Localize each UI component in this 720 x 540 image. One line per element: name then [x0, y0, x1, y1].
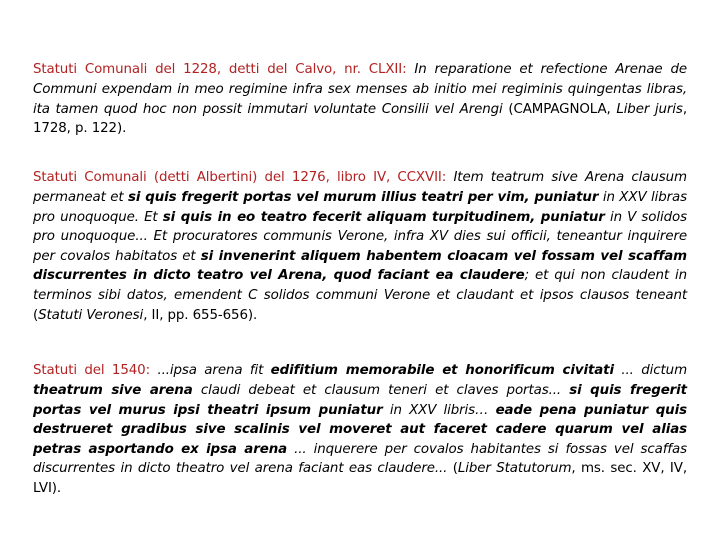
- latin-text: claudi debeat et clausum teneri et claves portas...: [192, 382, 570, 398]
- latin-emphasis: si quis fregerit portas vel murum illius teatri per vim, puniatur: [128, 189, 599, 205]
- citation: , ms. sec. XV, IV, LVI).: [33, 461, 687, 496]
- citation-title: Statuti Veronesi: [38, 307, 144, 323]
- latin-text: ... inquerere per covalos habitantes si fossas vel scaffas discurrentes in dicto theatro vel arena faciant eas claudere...: [33, 441, 687, 477]
- latin-emphasis: si quis fregerit portas vel murus ipsi theatri ipsum puniatur: [33, 382, 687, 418]
- citation: (CAMPAGNOLA,: [502, 101, 617, 117]
- latin-text: ... dictum: [613, 363, 688, 379]
- source-heading-1228: Statuti Comunali del 1228, detti del Calvo, nr. CLXII:: [33, 62, 407, 78]
- latin-emphasis: eade pena puniatur quis destrueret gradibus sive scalinis vel moveret aut faceret cadere quarum vel alias petras asportando ex ipsa arena: [33, 402, 687, 457]
- latin-text: in V solidos pro unoquoque... Et procuratores communis Verone, infra XV dies sui officii, teneantur inquirere per covalos habitatos et: [33, 209, 687, 264]
- latin-text: in XXV libras pro unoquoque. Et: [33, 189, 687, 225]
- latin-emphasis: edifitium memorabile et honorificum civitati: [270, 363, 614, 379]
- latin-text: In reparatione et refectione Arenae de Communi expendam in meo regimine infra sex menses ab initio mei regiminis quingentas libras, ita tamen quod hoc non possit immutari voluntate Consilii vel Arengi: [33, 62, 687, 117]
- latin-emphasis: theatrum sive arena: [33, 382, 193, 398]
- latin-text: ; et qui non claudent in terminos sibi datos, emendent C solidos communi Verone et claudant et ipsos clausos teneant: [33, 268, 688, 303]
- statute-1228-paragraph: [33, 60, 687, 138]
- statute-1276-paragraph: [33, 168, 687, 325]
- citation: (: [33, 307, 39, 323]
- latin-emphasis: si quis in eo teatro fecerit aliquam turpitudinem, puniatur: [162, 209, 605, 225]
- source-heading-1540: Statuti del 1540:: [33, 363, 151, 379]
- latin-emphasis: si invenerint aliquem habentem cloacam vel fossam vel scaffam discurrentes in dicto teatro vel Arena, quod faciant ea claudere: [33, 248, 687, 284]
- statute-1540-paragraph: [33, 361, 687, 498]
- citation: , 1728, p. 122).: [33, 101, 687, 137]
- citation-title: Liber Statutorum: [457, 461, 572, 477]
- latin-text: ...ipsa arena fit: [157, 363, 271, 379]
- citation-title: Liber juris: [616, 101, 683, 117]
- citation: (: [447, 461, 458, 477]
- latin-text: in XXV libris…: [382, 402, 496, 418]
- source-heading-1276: Statuti Comunali (detti Albertini) del 1276, libro IV, CCXVII:: [33, 170, 447, 186]
- citation: , II, pp. 655-656).: [143, 307, 258, 323]
- latin-text: Item teatrum sive Arena clausum permaneat et: [33, 170, 687, 205]
